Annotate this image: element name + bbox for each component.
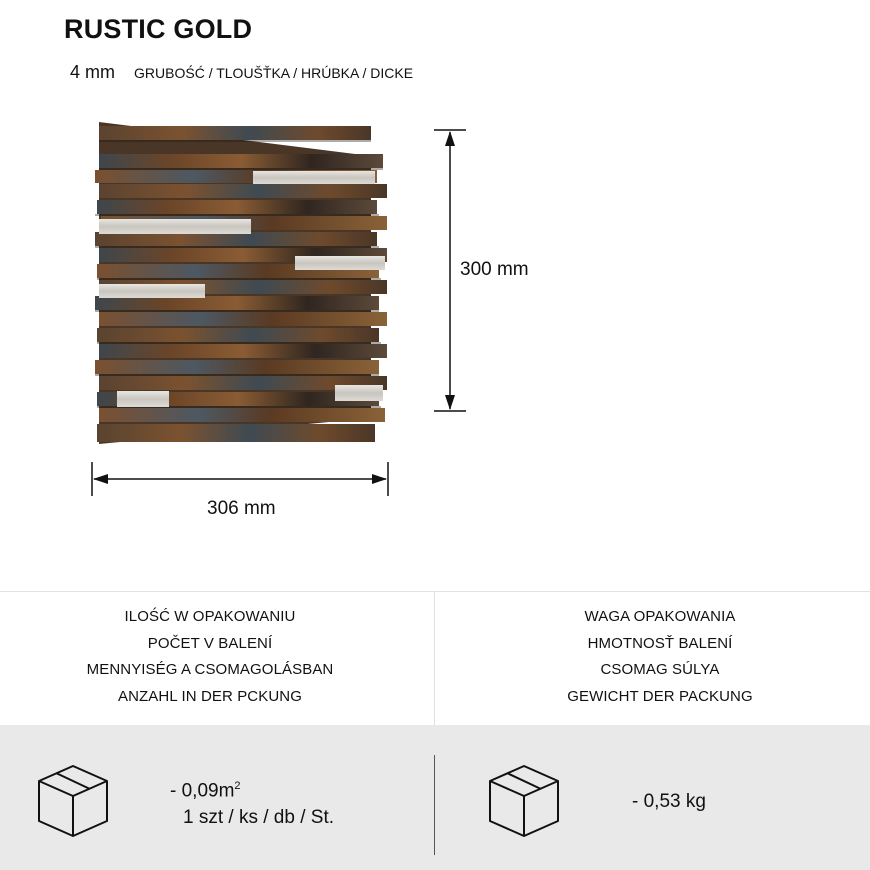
box-icon xyxy=(36,763,110,839)
values-divider xyxy=(434,755,435,855)
weight-value: - 0,53 kg xyxy=(632,791,706,812)
tile-panel-image xyxy=(95,118,387,448)
quantity-labels xyxy=(0,604,420,710)
weight-label: GEWICHT DER PACKUNG xyxy=(567,687,753,705)
quantity-pieces: 1 szt / ks / db / St. xyxy=(183,807,334,828)
quantity-label: POČET V BALENÍ xyxy=(147,634,273,652)
quantity-area-value: - 0,09m xyxy=(170,780,235,802)
thickness-spec xyxy=(70,62,413,83)
width-label: 306 mm xyxy=(207,498,276,519)
product-title: RUSTIC GOLD xyxy=(64,14,253,44)
quantity-label: MENNYISÉG A CSOMAGOLÁSBAN xyxy=(86,661,334,678)
weight-label: WAGA OPAKOWANIA xyxy=(584,608,736,625)
quantity-label: ANZAHL IN DER PCKUNG xyxy=(118,687,302,705)
quantity-area-unit-exponent: 2 xyxy=(234,780,241,792)
quantity-area xyxy=(170,780,241,802)
weight-label: HMOTNOSŤ BALENÍ xyxy=(587,634,733,652)
weight-label: CSOMAG SÚLYA xyxy=(600,661,720,678)
height-label: 300 mm xyxy=(460,259,529,280)
thickness-value: 4 mm xyxy=(70,62,115,82)
width-dimension-line xyxy=(88,460,392,498)
column-divider xyxy=(434,592,435,726)
package-info-labels xyxy=(0,591,870,726)
thickness-label: GRUBOŚĆ / TLOUŠŤKA / HRÚBKA / DICKE xyxy=(134,65,414,81)
quantity-label: ILOŚĆ W OPAKOWANIU xyxy=(124,608,296,625)
box-icon xyxy=(487,763,561,839)
package-info-values xyxy=(0,725,870,870)
weight-labels xyxy=(440,604,870,710)
